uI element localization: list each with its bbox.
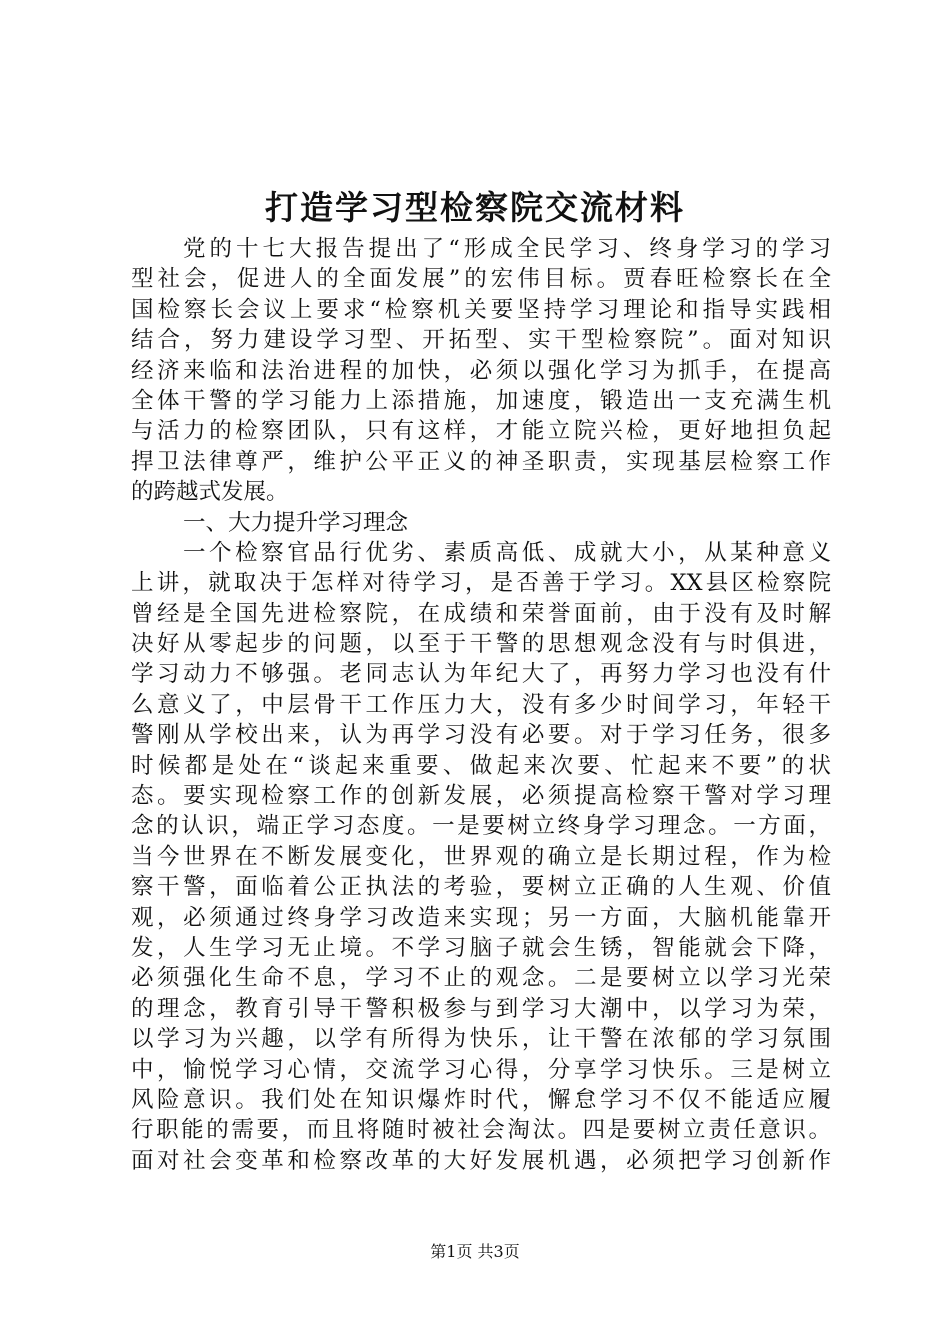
body-line: 察干警，面临着公正执法的考验，要树立正确的人生观、价值 — [131, 874, 831, 901]
body-line: 态。要实现检察工作的创新发展，必须提高检察干警对学习理 — [131, 783, 831, 810]
body-line: 捍卫法律尊严，维护公平正义的神圣职责，实现基层检察工作 — [131, 448, 831, 475]
body-line: 么意义了，中层骨干工作压力大，没有多少时间学习，年轻干 — [131, 691, 831, 718]
body-line: 念的认识，端正学习态度。一是要树立终身学习理念。一方面， — [131, 813, 831, 840]
section-heading: 一、大力提升学习理念 — [183, 509, 409, 536]
body-line: 结合，努力建设学习型、开拓型、实干型检察院”。面对知识 — [131, 327, 831, 354]
document-title: 打造学习型检察院交流材料 — [265, 188, 685, 227]
body-line: 决好从零起步的问题，以至于干警的思想观念没有与时俱进， — [131, 631, 831, 658]
body-line: 以学习为兴趣，以学有所得为快乐，让干警在浓郁的学习氛围 — [131, 1026, 831, 1053]
body-line: 型社会，促进人的全面发展”的宏伟目标。贾春旺检察长在全 — [131, 266, 831, 293]
body-line: 上讲，就取决于怎样对待学习，是否善于学习。XX县区检察院 — [131, 570, 831, 597]
body-line: 观，必须通过终身学习改造来实现；另一方面，大脑机能靠开 — [131, 904, 831, 931]
body-line: 行职能的需要，而且将随时被社会淘汰。四是要树立责任意识。 — [131, 1117, 831, 1144]
body-line: 曾经是全国先进检察院，在成绩和荣誉面前，由于没有及时解 — [131, 600, 831, 627]
body-line: 的理念，教育引导干警积极参与到学习大潮中，以学习为荣， — [131, 995, 831, 1022]
body-line: 警刚从学校出来，认为再学习没有必要。对于学习任务，很多 — [131, 722, 831, 749]
body-line: 经济来临和法治进程的加快，必须以强化学习为抓手，在提高 — [131, 357, 831, 384]
body-line: 党的十七大报告提出了“形成全民学习、终身学习的学习 — [183, 236, 831, 262]
body-line: 时候都是处在“谈起来重要、做起来次要、忙起来不要”的状 — [131, 752, 831, 779]
body-line: 学习动力不够强。老同志认为年纪大了，再努力学习也没有什 — [131, 661, 831, 688]
body-line: 当今世界在不断发展变化，世界观的确立是长期过程，作为检 — [131, 843, 831, 870]
body-line: 面对社会变革和检察改革的大好发展机遇，必须把学习创新作 — [131, 1147, 831, 1174]
body-line: 国检察长会议上要求“检察机关要坚持学习理论和指导实践相 — [131, 296, 831, 323]
body-line: 发，人生学习无止境。不学习脑子就会生锈，智能就会下降， — [131, 934, 831, 961]
page-footer: 第1页 共3页 — [430, 1242, 520, 1261]
body-line: 一个检察官品行优劣、素质高低、成就大小，从某种意义 — [183, 539, 831, 566]
body-line: 全体干警的学习能力上添措施，加速度，锻造出一支充满生机 — [131, 387, 831, 414]
body-line: 风险意识。我们处在知识爆炸时代，懈怠学习不仅不能适应履 — [131, 1086, 831, 1113]
body-line: 与活力的检察团队，只有这样，才能立院兴检，更好地担负起 — [131, 418, 831, 445]
body-line: 中，愉悦学习心情，交流学习心得，分享学习快乐。三是树立 — [131, 1056, 831, 1083]
body-line: 必须强化生命不息，学习不止的观念。二是要树立以学习光荣 — [131, 965, 831, 992]
document-body — [131, 234, 831, 1176]
body-line: 的跨越式发展。 — [131, 479, 289, 506]
